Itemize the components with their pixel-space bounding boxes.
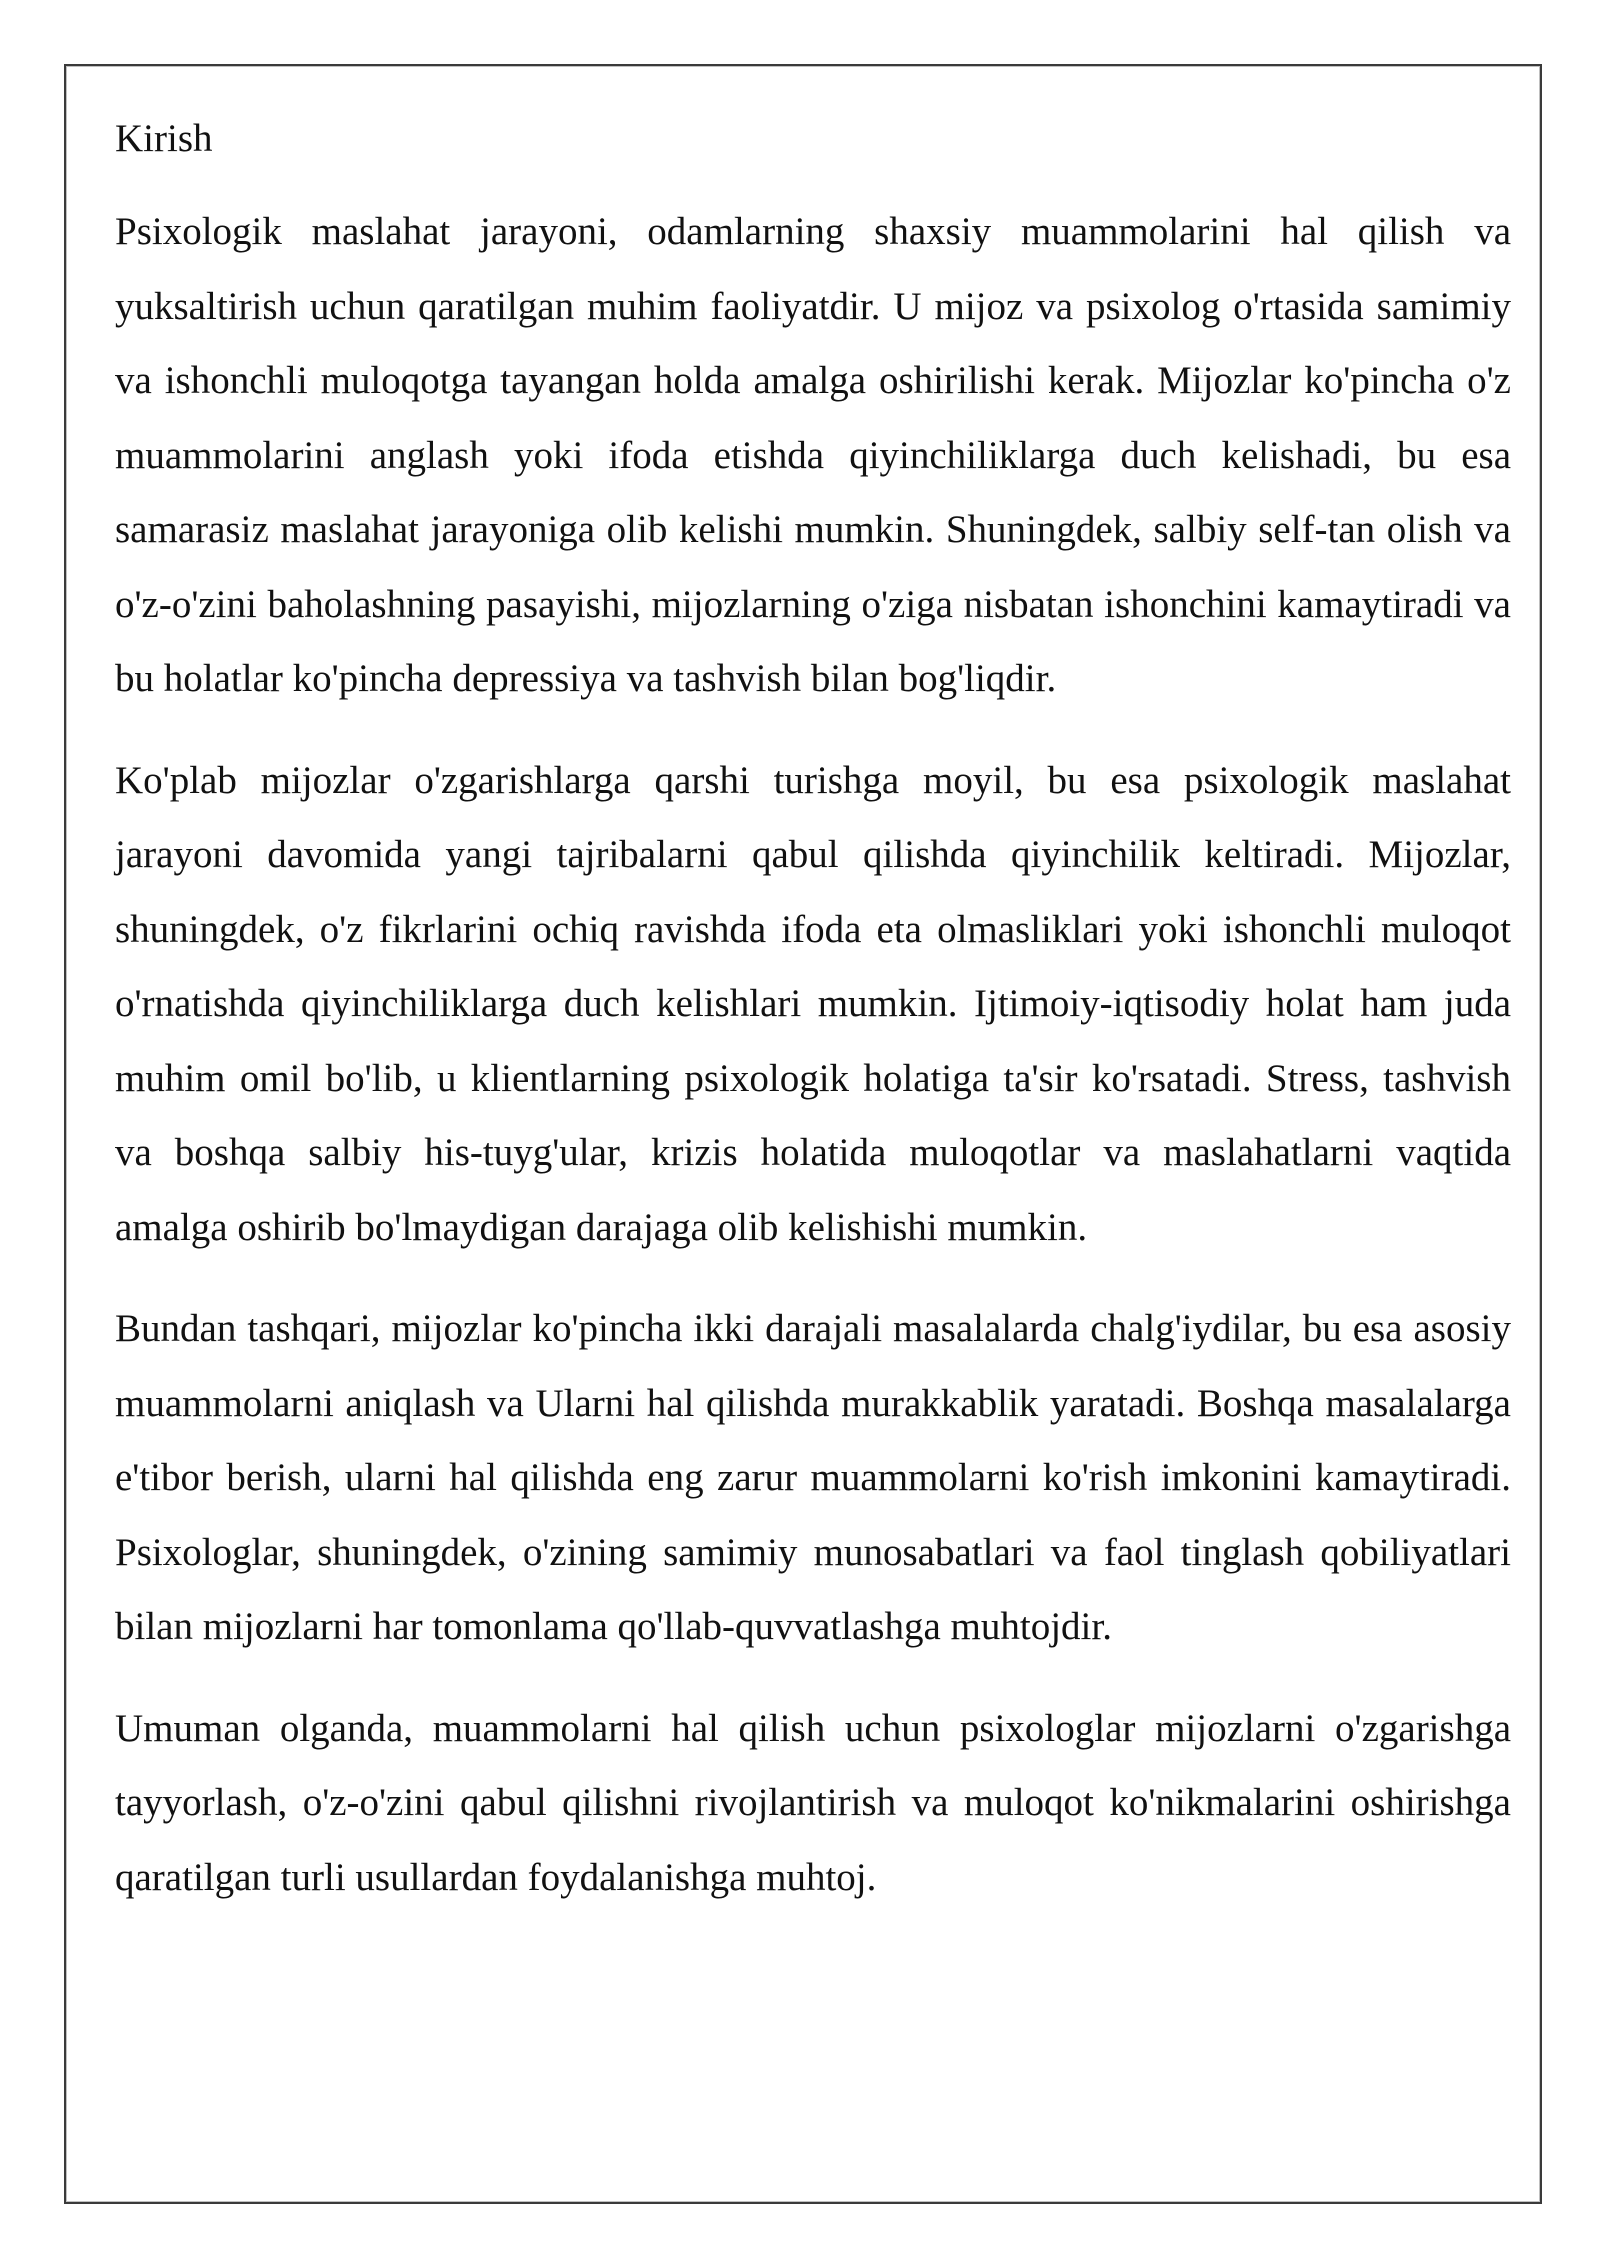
paragraph-1: Psixologik maslahat jarayoni, odamlarning shaxsiy muammolarini hal qilish va yuksaltirish uchun qaratilgan muhim faoliyatdir. U mijoz va psixolog o'rtasida samimiy va ishonchli muloqotga tayangan holda amalga oshirilishi kerak. Mijozlar ko'pincha o'z muammolarini anglash yoki ifoda etishda qiyinchiliklarga duch kelishadi, bu esa samarasiz maslahat jarayoniga olib kelishi mumkin. Shuningdek, salbiy self-tan olish va o'z-o'zini baholashning pasayishi, mijozlarning o'ziga nisbatan ishonchini kamaytiradi va bu holatlar ko'pincha depressiya va tashvish bilan bog'liqdir. bbox=[115, 210, 1511, 700]
paragraph-3: Bundan tashqari, mijozlar ko'pincha ikki darajali masalalarda chalg'iydilar, bu esa asosiy muammolarni aniqlash va Ularni hal qilishda murakkablik yaratadi. Boshqa masalalarga e'tibor berish, ularni hal qilishda eng zarur muammolarni ko'rish imkonini kamaytiradi. Psixologlar, shuningdek, o'zining samimiy munosabatlari va faol tinglash qobiliyatlari bilan mijozlarni har tomonlama qo'llab-quvvatlashga muhtojdir. bbox=[115, 1307, 1511, 1648]
section-heading: Kirish bbox=[115, 117, 213, 160]
paragraph-4: Umuman olganda, muammolarni hal qilish uchun psixologlar mijozlarni o'zgarishga tayyorlash, o'z-o'zini qabul qilishni rivojlantirish va muloqot ko'nikmalarini oshirishga qaratilgan turli usullardan foydalanishga muhtoj. bbox=[115, 1706, 1511, 1899]
paragraph-2: Ko'plab mijozlar o'zgarishlarga qarshi turishga moyil, bu esa psixologik maslahat jarayoni davomida yangi tajribalarni qabul qilishda qiyinchilik keltiradi. Mijozlar, shuningdek, o'z fikrlarini ochiq ravishda ifoda eta olmasliklari yoki ishonchli muloqot o'rnatishda qiyinchiliklarga duch kelishlari mumkin. Ijtimoiy-iqtisodiy holat ham juda muhim omil bo'lib, u klientlarning psixologik holatiga ta'sir ko'rsatadi. Stress, tashvish va boshqa salbiy his-tuyg'ular, krizis holatida muloqotlar va maslahatlarni vaqtida amalga oshirib bo'lmaydigan darajaga olib kelishishi mumkin. bbox=[115, 758, 1511, 1249]
document-body bbox=[115, 110, 1511, 1942]
